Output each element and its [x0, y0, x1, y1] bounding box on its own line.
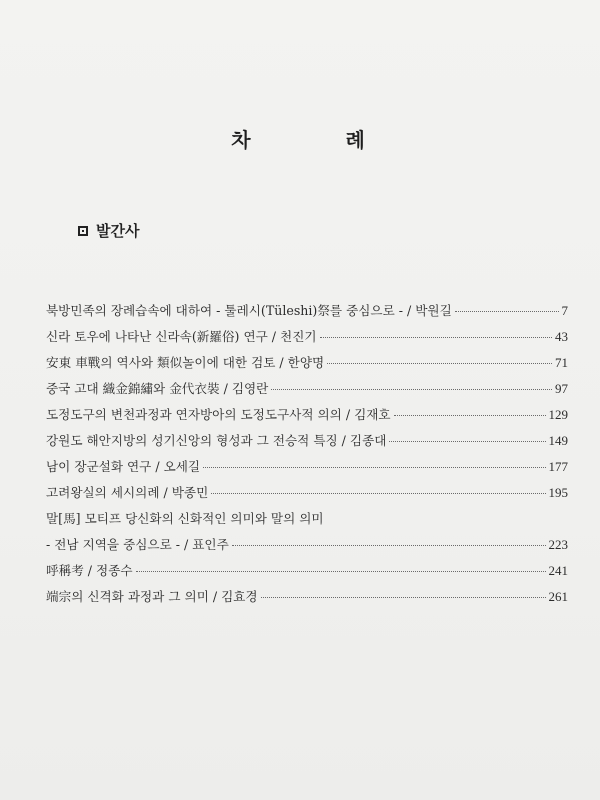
toc-entry-page: 241: [548, 563, 568, 578]
toc-entry: [46, 508, 568, 534]
toc-entry-title: 呼稱考 / 정종수: [46, 563, 133, 578]
toc-entry-title: 端宗의 신격화 과정과 그 의미 / 김효경: [46, 589, 258, 604]
dot-leader: [203, 467, 545, 468]
toc-entry: [46, 300, 568, 326]
toc-entry: [46, 560, 568, 586]
page-title: 차 례: [231, 128, 409, 152]
toc-entry: [46, 352, 568, 378]
toc-entry-page: 43: [555, 329, 568, 344]
toc-entry: [46, 378, 568, 404]
toc-entry: [46, 586, 568, 612]
toc-entry: [46, 456, 568, 482]
square-bullet-icon: [78, 226, 88, 236]
toc-entry-title: 남이 장군설화 연구 / 오세길: [46, 459, 201, 474]
preface-label: 발간사: [96, 222, 140, 240]
table-of-contents: [46, 300, 568, 612]
toc-entry-page: 195: [548, 485, 568, 500]
toc-entry-title: 신라 토우에 나타난 신라속(新羅俗) 연구 / 천진기: [46, 329, 317, 344]
toc-entry: [46, 430, 568, 456]
toc-entry-title: 고려왕실의 세시의례 / 박종민: [46, 485, 209, 500]
toc-entry: [46, 482, 568, 508]
dot-leader: [394, 415, 546, 416]
toc-entry-title: 말[馬] 모티프 당신화의 신화적인 의미와 말의 의미: [46, 511, 324, 526]
dot-leader: [211, 493, 545, 494]
dot-leader: [232, 545, 546, 546]
dot-leader: [271, 389, 552, 390]
toc-entry: [46, 534, 568, 560]
toc-entry-title: 강원도 해안지방의 성기신앙의 형성과 그 전승적 특징 / 김종대: [46, 433, 387, 448]
toc-entry-page: 149: [548, 433, 568, 448]
toc-entry-page: 261: [548, 589, 568, 604]
dot-leader: [455, 311, 559, 312]
dot-leader: [261, 597, 546, 598]
toc-entry-title: - 전남 지역을 중심으로 - / 표인주: [46, 537, 229, 552]
toc-entry-title: 북방민족의 장례습속에 대하여 - 툴레시(Tüleshi)祭를 중심으로 - / 박원길: [46, 303, 452, 318]
dot-leader: [136, 571, 546, 572]
dot-leader: [389, 441, 545, 442]
toc-entry-page: 129: [548, 407, 568, 422]
preface-heading: [78, 220, 139, 241]
toc-entry-title: 安東 車戰의 역사와 類似놀이에 대한 검토 / 한양명: [46, 355, 325, 370]
toc-entry: [46, 404, 568, 430]
toc-entry-page: 97: [555, 381, 568, 396]
dot-leader: [327, 363, 552, 364]
toc-entry-title: 도정도구의 변천과정과 연자방아의 도정도구사적 의의 / 김재호: [46, 407, 391, 422]
toc-entry-page: 71: [555, 355, 568, 370]
toc-entry-page: 223: [548, 537, 568, 552]
toc-entry-title: 중국 고대 織金錦繡와 金代衣裝 / 김영란: [46, 381, 269, 396]
toc-entry: [46, 326, 568, 352]
toc-entry-page: 7: [561, 303, 568, 318]
dot-leader: [320, 337, 552, 338]
toc-entry-page: 177: [548, 459, 568, 474]
